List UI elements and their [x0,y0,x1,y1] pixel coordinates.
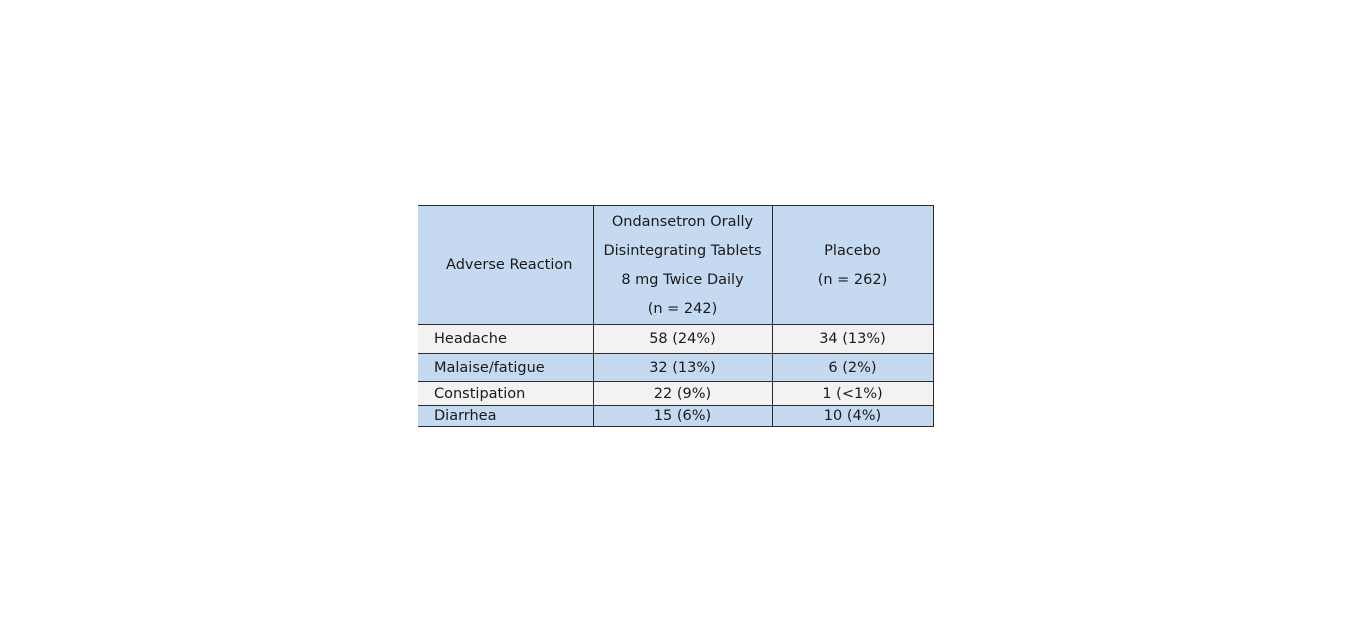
table-header-row [418,206,933,325]
row-ondansetron-cell: 15 (6%) [593,406,772,427]
row-reaction-cell: Headache [418,325,593,354]
header-ondansetron-line-4: (n = 242) [647,301,718,317]
row-reaction-cell: Malaise/fatigue [418,354,593,382]
table-row [418,325,933,354]
row-placebo-cell: 6 (2%) [772,354,933,382]
header-ondansetron-line-3: 8 mg Twice Daily [621,272,744,288]
row-placebo-cell: 10 (4%) [772,406,933,427]
row-ondansetron-cell: 58 (24%) [593,325,772,354]
header-placebo [772,206,933,325]
header-ondansetron-line-2: Disintegrating Tablets [603,243,762,259]
adverse-reactions-table [418,205,934,427]
row-reaction-cell: Constipation [418,382,593,406]
header-ondansetron-line-1: Ondansetron Orally [611,214,754,230]
header-ondansetron [593,206,772,325]
table-row [418,382,933,406]
table-row [418,354,933,382]
row-reaction-cell: Diarrhea [418,406,593,427]
row-placebo-cell: 1 (<1%) [772,382,933,406]
header-placebo-line-2: (n = 262) [817,272,888,288]
header-placebo-line-1: Placebo [824,243,881,259]
row-ondansetron-cell: 32 (13%) [593,354,772,382]
header-adverse-reaction-label: Adverse Reaction [446,257,573,273]
table-row [418,406,933,427]
row-placebo-cell: 34 (13%) [772,325,933,354]
row-ondansetron-cell: 22 (9%) [593,382,772,406]
header-adverse-reaction [418,206,593,325]
